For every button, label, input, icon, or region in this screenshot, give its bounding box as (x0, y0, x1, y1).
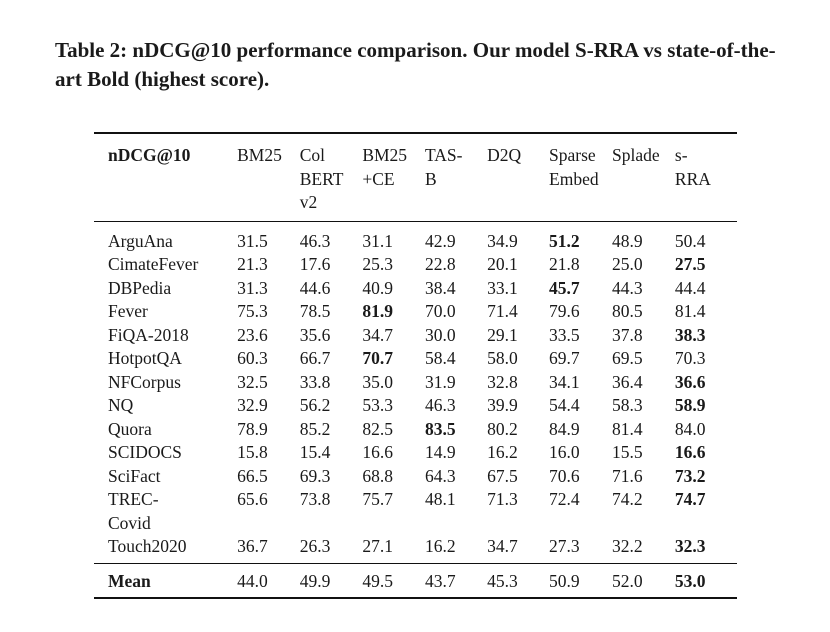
column-header (487, 133, 549, 221)
cell-text: HotpotQA (108, 348, 182, 368)
score-cell: 27.1 (362, 536, 393, 556)
table-row (94, 221, 737, 253)
dataset-name (94, 371, 237, 395)
score-cell: 58.3 (612, 395, 643, 415)
score-cell: 35.0 (362, 371, 393, 392)
cell-text: Embed (549, 168, 599, 189)
score-cell: 32.3 (674, 536, 706, 556)
cell-text: TAS- (424, 145, 463, 165)
score-cell: 80.2 (487, 418, 518, 439)
table-row (94, 253, 737, 277)
score-cell: 75.3 (237, 301, 268, 321)
score-cell: 16.2 (424, 536, 456, 556)
score-cell: 70.6 (549, 465, 580, 486)
score-cell: 38.3 (674, 324, 706, 345)
table-caption: Table 2: nDCG@10 performance comparison. Our model S-RRA vs state-of-the-art Bold (highest score). (55, 38, 776, 91)
score-cell: 42.9 (424, 230, 456, 251)
score-cell: 21.3 (237, 254, 268, 274)
cell-text: NQ (108, 395, 134, 415)
cell-text: Touch2020 (108, 536, 187, 556)
table-row (94, 300, 737, 324)
score-cell: 44.4 (674, 277, 706, 298)
score-cell: 31.1 (362, 230, 393, 251)
dataset-name (94, 488, 237, 535)
score-cell: 31.5 (237, 230, 268, 251)
mean-score-cell: 49.9 (299, 570, 331, 591)
score-cell: 70.7 (362, 348, 393, 368)
mean-score-cell: 43.7 (424, 570, 456, 591)
score-cell: 45.7 (549, 277, 580, 298)
results-table-container (94, 132, 737, 599)
score-cell: 36.6 (674, 371, 706, 392)
score-cell: 71.4 (487, 301, 518, 321)
score-cell: 70.3 (674, 348, 706, 368)
score-cell: 69.3 (299, 465, 331, 486)
score-cell: 74.2 (612, 489, 643, 509)
cell-text: Col (299, 145, 326, 165)
score-cell: 60.3 (237, 348, 268, 368)
column-header (300, 133, 363, 221)
cell-text: FiQA-2018 (108, 324, 189, 345)
score-cell: 46.3 (299, 230, 331, 251)
dataset-name (94, 441, 237, 465)
score-cell: 16.6 (362, 442, 393, 462)
score-cell: 46.3 (424, 395, 456, 415)
score-cell: 27.5 (674, 254, 706, 274)
cell-text: RRA (674, 168, 711, 189)
column-header (675, 133, 737, 221)
score-cell: 16.2 (487, 442, 518, 462)
mean-score-cell: 50.9 (549, 570, 580, 591)
cell-text: D2Q (487, 145, 522, 165)
dataset-name (94, 300, 237, 324)
cell-text: Covid (108, 512, 151, 533)
score-cell: 69.5 (612, 348, 643, 368)
table-row (94, 441, 737, 465)
score-cell: 74.7 (674, 489, 706, 509)
score-cell: 26.3 (299, 536, 331, 556)
score-cell: 30.0 (424, 324, 456, 345)
score-cell: 79.6 (549, 301, 580, 321)
score-cell: 58.0 (487, 348, 518, 368)
mean-score-cell: 49.5 (362, 570, 393, 591)
score-cell: 51.2 (549, 230, 580, 251)
score-cell: 15.5 (612, 442, 643, 462)
score-cell: 35.6 (299, 324, 331, 345)
score-cell: 54.4 (549, 395, 580, 415)
table-body (94, 221, 737, 563)
cell-text: BM25 (237, 145, 282, 165)
cell-text: Splade (612, 145, 660, 165)
column-header (425, 133, 487, 221)
cell-text: BERT (299, 168, 344, 189)
score-cell: 14.9 (424, 442, 456, 462)
score-cell: 78.9 (237, 418, 268, 439)
score-cell: 37.8 (612, 324, 643, 345)
score-cell: 31.3 (237, 277, 268, 298)
score-cell: 32.2 (612, 536, 643, 556)
cell-text: +CE (362, 168, 395, 189)
score-cell: 22.8 (424, 254, 456, 274)
score-cell: 84.0 (674, 418, 706, 439)
dataset-name (94, 277, 237, 301)
score-cell: 29.1 (487, 324, 518, 345)
score-cell: 82.5 (362, 418, 393, 439)
score-cell: 34.7 (362, 324, 393, 345)
score-cell: 81.4 (612, 418, 643, 439)
dataset-name (94, 253, 237, 277)
score-cell: 20.1 (487, 254, 518, 274)
table-row (94, 488, 737, 535)
score-cell: 33.8 (299, 371, 331, 392)
score-cell: 81.9 (362, 301, 393, 321)
header-row (94, 133, 737, 221)
score-cell: 38.4 (424, 277, 456, 298)
score-cell: 15.4 (299, 442, 331, 462)
score-cell: 65.6 (237, 489, 268, 509)
column-header (549, 133, 612, 221)
score-cell: 71.3 (487, 489, 518, 509)
mean-score-cell: 53.0 (674, 570, 706, 591)
score-cell: 32.5 (237, 371, 268, 392)
score-cell: 39.9 (487, 395, 518, 415)
table-footer (94, 563, 737, 598)
score-cell: 58.9 (674, 395, 706, 415)
cell-text: s- (674, 145, 688, 165)
cell-text: Fever (108, 301, 148, 321)
table-row (94, 277, 737, 301)
cell-text: Quora (108, 418, 152, 439)
table-row (94, 394, 737, 418)
score-cell: 73.2 (674, 465, 706, 486)
score-cell: 67.5 (487, 465, 518, 486)
score-cell: 40.9 (362, 277, 393, 298)
cell-text: SciFact (108, 465, 161, 486)
cell-text: TREC- (108, 489, 159, 509)
table-row (94, 347, 737, 371)
cell-text: CimateFever (108, 254, 199, 274)
column-header (94, 133, 237, 221)
column-header (612, 133, 675, 221)
dataset-name (94, 394, 237, 418)
dataset-name (94, 418, 237, 442)
score-cell: 32.8 (487, 371, 518, 392)
score-cell: 44.3 (612, 277, 643, 298)
column-header (237, 133, 300, 221)
score-cell: 36.4 (612, 371, 643, 392)
score-cell: 71.6 (612, 465, 643, 486)
score-cell: 16.0 (549, 442, 580, 462)
score-cell: 81.4 (674, 301, 706, 321)
table-row (94, 465, 737, 489)
score-cell: 16.6 (674, 442, 706, 462)
table-row (94, 535, 737, 563)
dataset-name (94, 347, 237, 371)
score-cell: 73.8 (299, 489, 331, 509)
score-cell: 66.7 (299, 348, 331, 368)
cell-text: BM25 (362, 145, 408, 165)
cell-text: B (424, 168, 437, 189)
score-cell: 68.8 (362, 465, 393, 486)
score-cell: 80.5 (612, 301, 643, 321)
score-cell: 69.7 (549, 348, 580, 368)
score-cell: 34.1 (549, 371, 580, 392)
score-cell: 75.7 (362, 489, 393, 509)
score-cell: 31.9 (424, 371, 456, 392)
score-cell: 56.2 (299, 395, 331, 415)
score-cell: 64.3 (424, 465, 456, 486)
score-cell: 50.4 (674, 230, 706, 251)
mean-score-cell: 44.0 (237, 570, 268, 591)
cell-text: Sparse (549, 145, 596, 165)
cell-text: v2 (299, 192, 318, 212)
ndcg-results-table (94, 132, 737, 599)
score-cell: 34.9 (487, 230, 518, 251)
table-header (94, 133, 737, 221)
mean-row (94, 563, 737, 598)
dataset-name (94, 465, 237, 489)
score-cell: 25.0 (612, 254, 643, 274)
score-cell: 32.9 (237, 395, 268, 415)
score-cell: 15.8 (237, 442, 268, 462)
score-cell: 17.6 (299, 254, 331, 274)
score-cell: 25.3 (362, 254, 393, 274)
table-row (94, 324, 737, 348)
mean-label: Mean (108, 570, 151, 591)
score-cell: 83.5 (424, 418, 456, 439)
score-cell: 33.1 (487, 277, 518, 298)
score-cell: 58.4 (424, 348, 456, 368)
score-cell: 53.3 (362, 395, 393, 415)
score-cell: 48.1 (424, 489, 456, 509)
score-cell: 48.9 (612, 230, 643, 251)
cell-text: DBPedia (108, 277, 172, 298)
cell-text: nDCG@10 (108, 145, 191, 165)
score-cell: 23.6 (237, 324, 268, 345)
score-cell: 36.7 (237, 536, 268, 556)
dataset-name (94, 535, 237, 563)
column-header (362, 133, 425, 221)
score-cell: 27.3 (549, 536, 580, 556)
score-cell: 33.5 (549, 324, 580, 345)
dataset-name (94, 324, 237, 348)
score-cell: 34.7 (487, 536, 518, 556)
score-cell: 85.2 (299, 418, 331, 439)
score-cell: 84.9 (549, 418, 580, 439)
score-cell: 72.4 (549, 489, 580, 509)
score-cell: 70.0 (424, 301, 456, 321)
score-cell: 66.5 (237, 465, 268, 486)
cell-text: ArguAna (108, 230, 173, 251)
score-cell: 44.6 (299, 277, 331, 298)
score-cell: 21.8 (549, 254, 580, 274)
cell-text: NFCorpus (108, 371, 181, 392)
table-row (94, 418, 737, 442)
mean-score-cell: 52.0 (612, 570, 643, 591)
mean-score-cell: 45.3 (487, 570, 518, 591)
table-row (94, 371, 737, 395)
score-cell: 78.5 (299, 301, 331, 321)
cell-text: SCIDOCS (108, 442, 182, 462)
dataset-name (94, 221, 237, 253)
